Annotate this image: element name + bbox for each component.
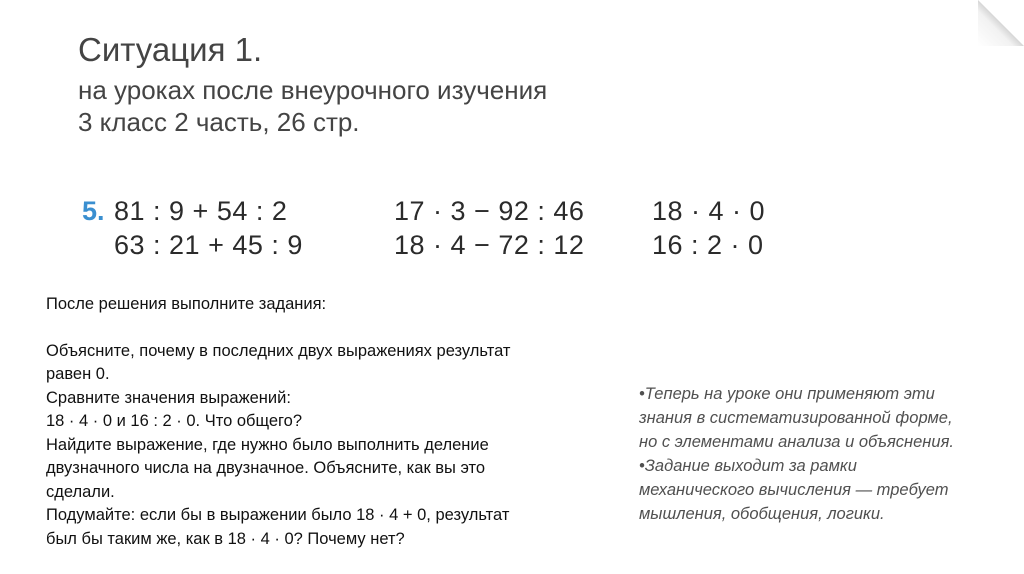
- expression: 18 · 4 − 72 : 12: [394, 230, 585, 260]
- note-line: но с элементами анализа и объяснения.: [639, 433, 954, 451]
- commentary-note: [639, 382, 1019, 526]
- note-line: механического вычисления — требует: [639, 481, 949, 499]
- expression: 18 · 4 · 0: [652, 196, 766, 226]
- task-line: 18 · 4 · 0 и 16 : 2 · 0. Что общего?: [46, 412, 303, 430]
- note-line: •Теперь на уроке они применяют эти: [639, 385, 935, 403]
- task-intro: После решения выполните задания:: [46, 295, 327, 313]
- task-line: Найдите выражение, где нужно было выполнить деление: [46, 435, 489, 454]
- expression: 81 : 9 + 54 : 2: [114, 196, 288, 226]
- task-line: двузначного числа на двузначное. Объясните, как вы это: [46, 459, 486, 477]
- note-line: знания в систематизированной форме,: [639, 409, 953, 427]
- textbook-exercise: [82, 192, 782, 268]
- expression: 17 · 3 − 92 : 46: [394, 196, 585, 226]
- expression: 16 : 2 · 0: [652, 230, 764, 260]
- task-line: Объясните, почему в последних двух выражениях результат: [46, 341, 511, 360]
- expression: 63 : 21 + 45 : 9: [114, 230, 303, 260]
- title-line-2: на уроках после внеурочного изучения: [78, 75, 548, 105]
- slide-title: [78, 30, 718, 138]
- exercise-number: 5.: [82, 196, 105, 226]
- note-line: мышления, обобщения, логики.: [639, 505, 885, 523]
- title-line-1: Ситуация 1.: [78, 31, 263, 68]
- task-list: [46, 293, 576, 551]
- task-line: равен 0.: [46, 365, 110, 383]
- page-curl: [978, 0, 1024, 46]
- task-line: сделали.: [46, 482, 115, 501]
- task-line: Сравните значения выражений:: [46, 388, 291, 407]
- note-line: •Задание выходит за рамки: [639, 457, 857, 475]
- title-line-3: 3 класс 2 часть, 26 стр.: [78, 107, 360, 137]
- task-line: был бы таким же, как в 18 · 4 · 0? Почему нет?: [46, 529, 405, 548]
- task-line: Подумайте: если бы в выражении было 18 · 4 + 0, результат: [46, 506, 510, 524]
